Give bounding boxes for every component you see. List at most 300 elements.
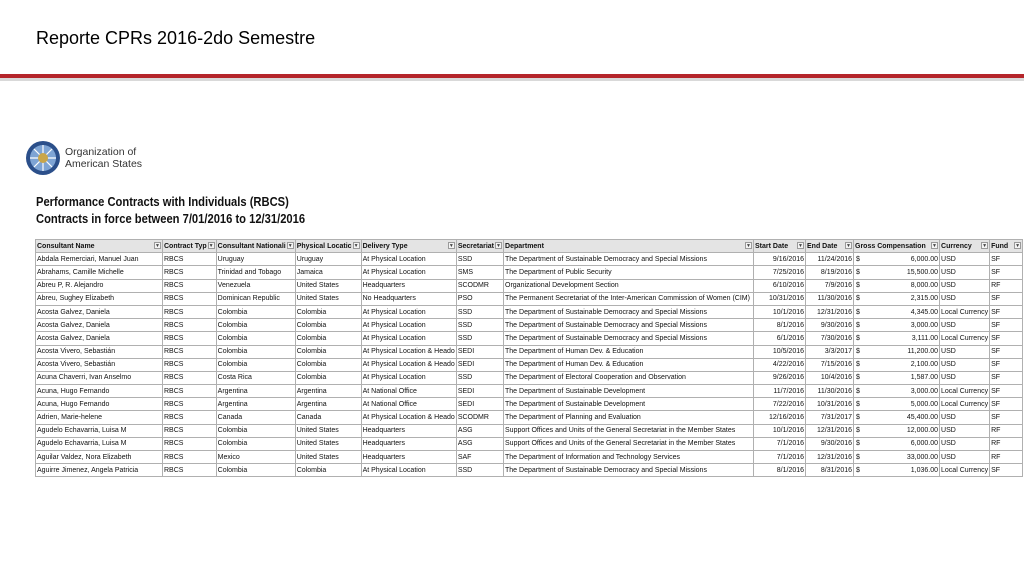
column-header-label: Contract Typ (164, 242, 207, 250)
table-cell: SAF (456, 451, 503, 464)
compensation-value: 2,100.00 (910, 361, 939, 369)
table-cell: At Physical Location (361, 371, 456, 384)
table-cell: 12/31/2016 (806, 424, 854, 437)
table-cell: 7/31/2017 (806, 411, 854, 424)
table-cell: SF (990, 319, 1023, 332)
table-cell: RBCS (163, 398, 217, 411)
table-cell: SEDI (456, 398, 503, 411)
table-cell: Local Currency (940, 398, 990, 411)
compensation-value: 15,500.00 (906, 268, 939, 276)
table-cell: SF (990, 305, 1023, 318)
currency-symbol: $ (856, 308, 860, 316)
compensation-value: 11,200.00 (907, 348, 939, 356)
table-cell: SSD (456, 253, 503, 266)
table-cell: 6/1/2016 (754, 332, 806, 345)
table-cell: Local Currency (940, 305, 990, 318)
table-cell: At National Office (361, 398, 456, 411)
table-cell (854, 371, 940, 384)
table-cell: The Department of Sustainable Democracy and Special Missions (504, 332, 754, 345)
table-cell (854, 437, 940, 450)
column-header-label: Fund (991, 242, 1009, 250)
compensation-value: 4,345.00 (910, 308, 939, 316)
table-row (36, 332, 1023, 345)
table-cell: 7/1/2016 (754, 437, 806, 450)
table-cell: 3/3/2017 (806, 345, 854, 358)
table-cell: At Physical Location (361, 266, 456, 279)
compensation-value: 3,000.00 (910, 321, 939, 329)
table-row (36, 398, 1023, 411)
currency-symbol: $ (856, 427, 860, 435)
table-cell: Colombia (295, 358, 361, 371)
column-header-label: End Date (807, 242, 838, 250)
currency-symbol: $ (856, 453, 860, 461)
heading-line-2: Contracts in force between 7/01/2016 to 12/31/2016 (36, 211, 306, 226)
table-cell: RBCS (163, 266, 217, 279)
table-cell: Aguilar Valdez, Nora Elizabeth (36, 451, 163, 464)
table-cell (854, 398, 940, 411)
table-cell: United States (295, 424, 361, 437)
currency-symbol: $ (856, 282, 860, 290)
column-header[interactable] (990, 240, 1023, 253)
compensation-value: 6,000.00 (910, 255, 939, 263)
table-cell: At National Office (361, 385, 456, 398)
table-cell: Colombia (216, 319, 295, 332)
table-cell: RF (990, 437, 1023, 450)
table-cell: Acuna Chaverri, Ivan Anselmo (36, 371, 163, 384)
table-cell: 11/30/2016 (806, 292, 854, 305)
table-cell: The Department of Sustainable Democracy and Special Missions (504, 464, 754, 477)
table-cell (854, 345, 940, 358)
page-title: Reporte CPRs 2016-2do Semestre (36, 28, 316, 48)
table-cell: United States (295, 279, 361, 292)
table-row (36, 371, 1023, 384)
table-cell: RBCS (163, 253, 217, 266)
table-cell: The Department of Human Dev. & Education (504, 345, 754, 358)
compensation-value: 3,000.00 (910, 387, 939, 395)
compensation-value: 6,000.00 (910, 440, 939, 448)
table-cell: SMS (456, 266, 503, 279)
column-header-label: Consultant Nationali (217, 242, 286, 250)
table-cell: Mexico (216, 451, 295, 464)
table-cell (854, 305, 940, 318)
table-row (36, 464, 1023, 477)
table-row (36, 424, 1023, 437)
table-cell: The Department of Human Dev. & Education (504, 358, 754, 371)
column-header[interactable] (216, 240, 295, 253)
table-cell: The Department of Sustainable Democracy and Special Missions (504, 319, 754, 332)
table-cell: Aguirre Jimenez, Angela Patricia (36, 464, 163, 477)
column-header[interactable] (806, 240, 854, 253)
table-row (36, 292, 1023, 305)
table-cell: At Physical Location & Heado (361, 358, 456, 371)
table-cell: At Physical Location (361, 253, 456, 266)
table-cell: 7/22/2016 (754, 398, 806, 411)
filter-dropdown-icon[interactable]: ▼ (1015, 243, 1021, 249)
table-cell: RBCS (163, 345, 217, 358)
table-cell: 6/10/2016 (754, 279, 806, 292)
compensation-value: 12,000.00 (906, 427, 939, 435)
table-cell: 8/31/2016 (806, 464, 854, 477)
table-cell: 7/15/2016 (806, 358, 854, 371)
table-cell: 8/19/2016 (806, 266, 854, 279)
table-cell: Agudelo Echavarria, Luisa M (36, 437, 163, 450)
table-cell: Colombia (216, 345, 295, 358)
table-cell: The Department of Sustainable Development (504, 398, 754, 411)
table-cell: Local Currency (940, 464, 990, 477)
table-cell: SF (990, 266, 1023, 279)
filter-dropdown-icon[interactable]: ▼ (846, 243, 851, 249)
filter-dropdown-icon[interactable]: ▼ (353, 243, 359, 249)
table-cell: USD (940, 451, 990, 464)
table-cell: RF (990, 424, 1023, 437)
table-row (36, 305, 1023, 318)
table-cell (854, 332, 940, 345)
table-row (36, 266, 1023, 279)
table-cell: United States (295, 292, 361, 305)
table-cell: Colombia (216, 464, 295, 477)
table-cell: At Physical Location & Heado (361, 411, 456, 424)
column-header[interactable] (456, 240, 503, 253)
table-cell (854, 358, 940, 371)
column-header[interactable] (854, 240, 940, 253)
column-header-label: Department (505, 242, 544, 250)
table-cell: Colombia (295, 464, 361, 477)
currency-symbol: $ (856, 387, 860, 395)
table-cell: USD (940, 279, 990, 292)
table-row (36, 358, 1023, 371)
table-cell: Colombia (216, 424, 295, 437)
table-cell: 9/16/2016 (754, 253, 806, 266)
filter-dropdown-icon[interactable]: ▼ (746, 243, 751, 249)
table-cell: Uruguay (216, 253, 295, 266)
table-cell: RBCS (163, 319, 217, 332)
table-cell: RBCS (163, 279, 217, 292)
table-cell: SEDI (456, 345, 503, 358)
currency-symbol: $ (856, 295, 860, 303)
table-cell: RBCS (163, 332, 217, 345)
table-header-row (36, 240, 1023, 253)
table-cell (854, 292, 940, 305)
table-row (36, 319, 1023, 332)
table-cell: Abreu P, R. Alejandro (36, 279, 163, 292)
table-cell (854, 411, 940, 424)
table-cell: SSD (456, 371, 503, 384)
currency-symbol: $ (856, 268, 860, 276)
column-header[interactable] (504, 240, 754, 253)
table-cell: At Physical Location (361, 332, 456, 345)
table-cell: SF (990, 345, 1023, 358)
table-cell: 7/1/2016 (754, 451, 806, 464)
table-cell: SSD (456, 464, 503, 477)
table-cell: Acosta Galvez, Daniela (36, 305, 163, 318)
table-cell: At Physical Location & Heado (361, 345, 456, 358)
table-cell: SF (990, 292, 1023, 305)
table-cell: 4/22/2016 (754, 358, 806, 371)
table-cell: USD (940, 411, 990, 424)
table-cell: 7/30/2016 (806, 332, 854, 345)
table-cell: SF (990, 464, 1023, 477)
table-cell: At Physical Location (361, 305, 456, 318)
table-cell: Colombia (216, 437, 295, 450)
table-cell (854, 424, 940, 437)
title-rule-shadow (0, 78, 1024, 81)
column-header[interactable] (163, 240, 217, 253)
compensation-value: 8,000.00 (910, 282, 939, 290)
table-cell: Acosta Vivero, Sebastián (36, 358, 163, 371)
table-cell: The Department of Planning and Evaluation (504, 411, 754, 424)
table-cell: RF (990, 451, 1023, 464)
column-header-label: Gross Compensation (855, 242, 926, 250)
column-header-label: Physical Locatic (296, 242, 352, 250)
currency-symbol: $ (856, 374, 860, 382)
currency-symbol: $ (856, 400, 860, 408)
table-cell (854, 451, 940, 464)
table-cell: RBCS (163, 305, 217, 318)
table-cell: At Physical Location (361, 464, 456, 477)
table-cell (854, 266, 940, 279)
table-cell: Acosta Vivero, Sebastián (36, 345, 163, 358)
table-cell: USD (940, 319, 990, 332)
table-cell: USD (940, 371, 990, 384)
table-cell: RBCS (163, 292, 217, 305)
table-cell: ASG (456, 424, 503, 437)
table-cell: The Permanent Secretariat of the Inter-American Commission of Women (CIM) (504, 292, 754, 305)
table-cell: 7/9/2016 (806, 279, 854, 292)
table-cell: Venezuela (216, 279, 295, 292)
currency-symbol: $ (856, 466, 860, 474)
table-cell: 8/1/2016 (754, 464, 806, 477)
column-header-label: Secretariat (457, 242, 495, 250)
table-cell: Colombia (295, 305, 361, 318)
table-cell: 7/25/2016 (754, 266, 806, 279)
table-row (36, 385, 1023, 398)
table-cell: Acosta Galvez, Daniela (36, 319, 163, 332)
table-cell: 9/30/2016 (806, 319, 854, 332)
column-header-label: Delivery Type (362, 242, 408, 250)
table-cell: Support Offices and Units of the General Secretariat in the Member States (504, 437, 754, 450)
table-cell: 10/1/2016 (754, 305, 806, 318)
table-row (36, 437, 1023, 450)
table-cell: United States (295, 451, 361, 464)
table-cell: The Department of Information and Technology Services (504, 451, 754, 464)
table-cell: SF (990, 398, 1023, 411)
table-cell: 8/1/2016 (754, 319, 806, 332)
table-cell: 11/24/2016 (806, 253, 854, 266)
table-cell: RBCS (163, 411, 217, 424)
compensation-value: 2,315.00 (910, 295, 939, 303)
currency-symbol: $ (856, 348, 860, 356)
table-cell: No Headquarters (361, 292, 456, 305)
table-cell: Colombia (295, 332, 361, 345)
table-cell: SF (990, 358, 1023, 371)
table-cell: RBCS (163, 437, 217, 450)
table-cell: 9/26/2016 (754, 371, 806, 384)
filter-dropdown-icon[interactable]: ▼ (932, 243, 937, 249)
table-cell: SEDI (456, 385, 503, 398)
table-cell: Acuna, Hugo Fernando (36, 385, 163, 398)
table-cell: Uruguay (295, 253, 361, 266)
compensation-value: 45,400.00 (906, 414, 939, 422)
table-cell: 12/16/2016 (754, 411, 806, 424)
table-cell: Colombia (295, 371, 361, 384)
table-cell: 10/4/2016 (806, 371, 854, 384)
column-header[interactable] (754, 240, 806, 253)
table-cell: USD (940, 266, 990, 279)
table-cell: Headquarters (361, 424, 456, 437)
table-cell: Acuna, Hugo Fernando (36, 398, 163, 411)
table-cell: SSD (456, 319, 503, 332)
column-header-label: Start Date (755, 242, 789, 250)
table-cell: 12/31/2016 (806, 451, 854, 464)
table-cell: SSD (456, 332, 503, 345)
oas-seal-icon (25, 140, 61, 176)
oas-logo (25, 138, 149, 178)
currency-symbol: $ (856, 321, 860, 329)
table-cell: Argentina (295, 398, 361, 411)
table-cell: Canada (295, 411, 361, 424)
table-cell: Support Offices and Units of the General Secretariat in the Member States (504, 424, 754, 437)
filter-dropdown-icon[interactable]: ▼ (208, 243, 214, 249)
table-cell: The Department of Public Security (504, 266, 754, 279)
table-cell: Adrien, Marie-helene (36, 411, 163, 424)
table-cell: ASG (456, 437, 503, 450)
table-row (36, 345, 1023, 358)
compensation-value: 5,000.00 (910, 400, 939, 408)
compensation-value: 33,000.00 (906, 453, 939, 461)
column-header-label: Currency (941, 242, 972, 250)
table-cell: The Department of Sustainable Democracy and Special Missions (504, 305, 754, 318)
table-row (36, 411, 1023, 424)
table-cell: USD (940, 292, 990, 305)
table-cell: Organizational Development Section (504, 279, 754, 292)
table-cell: 11/7/2016 (754, 385, 806, 398)
contracts-table (35, 239, 1023, 477)
currency-symbol: $ (856, 334, 860, 342)
table-row (36, 253, 1023, 266)
table-cell: Canada (216, 411, 295, 424)
table-cell: RBCS (163, 464, 217, 477)
table-cell: Argentina (216, 385, 295, 398)
table-cell: Headquarters (361, 437, 456, 450)
oas-logo-text (65, 146, 142, 171)
table-cell: RBCS (163, 424, 217, 437)
filter-dropdown-icon[interactable]: ▼ (496, 243, 501, 249)
table-cell: Colombia (216, 358, 295, 371)
currency-symbol: $ (856, 255, 860, 263)
logo-line-1: Organization of (65, 145, 137, 158)
filter-dropdown-icon[interactable]: ▼ (448, 243, 454, 249)
table-cell: SEDI (456, 358, 503, 371)
table-cell: 10/31/2016 (806, 398, 854, 411)
table-cell: RBCS (163, 358, 217, 371)
filter-dropdown-icon[interactable]: ▼ (982, 243, 988, 249)
report-heading (36, 193, 305, 227)
table-cell: The Department of Electoral Cooperation and Observation (504, 371, 754, 384)
table-cell: 10/1/2016 (754, 424, 806, 437)
table-cell: RF (990, 279, 1023, 292)
filter-dropdown-icon[interactable]: ▼ (155, 243, 160, 249)
table-cell: RBCS (163, 451, 217, 464)
column-header[interactable] (36, 240, 163, 253)
table-cell: USD (940, 345, 990, 358)
table-row (36, 451, 1023, 464)
table-cell: Jamaica (295, 266, 361, 279)
table-cell: SCODMR (456, 411, 503, 424)
table-cell: USD (940, 437, 990, 450)
table-cell: SCODMR (456, 279, 503, 292)
table-cell: Trinidad and Tobago (216, 266, 295, 279)
table-cell: Local Currency (940, 332, 990, 345)
currency-symbol: $ (856, 361, 860, 369)
table-cell: USD (940, 358, 990, 371)
table-cell: Agudelo Echavarria, Luisa M (36, 424, 163, 437)
table-cell: Argentina (295, 385, 361, 398)
table-cell (854, 319, 940, 332)
table-cell: Acosta Galvez, Daniela (36, 332, 163, 345)
table-cell: RBCS (163, 371, 217, 384)
currency-symbol: $ (856, 414, 860, 422)
column-header[interactable] (295, 240, 361, 253)
filter-dropdown-icon[interactable]: ▼ (798, 243, 803, 249)
table-cell: SF (990, 385, 1023, 398)
table-cell: 12/31/2016 (806, 305, 854, 318)
table-cell: RBCS (163, 385, 217, 398)
column-header[interactable] (361, 240, 456, 253)
compensation-value: 3,111.00 (911, 334, 939, 342)
table-cell: Abrahams, Camille Michelle (36, 266, 163, 279)
table-cell: Headquarters (361, 279, 456, 292)
table-cell: Colombia (295, 319, 361, 332)
logo-line-2: American States (65, 158, 143, 170)
table-cell: Colombia (216, 305, 295, 318)
table-cell (854, 279, 940, 292)
table-cell: SF (990, 371, 1023, 384)
table-cell: 11/30/2016 (806, 385, 854, 398)
table-cell: Local Currency (940, 385, 990, 398)
table-cell (854, 464, 940, 477)
column-header-label: Consultant Name (37, 242, 95, 250)
table-cell: 10/31/2016 (754, 292, 806, 305)
table-cell: SF (990, 253, 1023, 266)
table-cell: Abdala Remerciari, Manuel Juan (36, 253, 163, 266)
heading-line-1: Performance Contracts with Individuals (RBCS) (36, 194, 289, 209)
table-body (36, 253, 1023, 477)
table-cell: Argentina (216, 398, 295, 411)
table-cell: Abreu, Sughey Elizabeth (36, 292, 163, 305)
column-header[interactable] (940, 240, 990, 253)
table-cell: SF (990, 332, 1023, 345)
table-cell: Costa Rica (216, 371, 295, 384)
table-cell: 10/5/2016 (754, 345, 806, 358)
table-cell: United States (295, 437, 361, 450)
table-cell: At Physical Location (361, 319, 456, 332)
table-cell: Colombia (216, 332, 295, 345)
compensation-value: 1,036.00 (910, 466, 939, 474)
table-cell: Dominican Republic (216, 292, 295, 305)
table-cell: USD (940, 424, 990, 437)
table-cell: Colombia (295, 345, 361, 358)
table-cell: PSO (456, 292, 503, 305)
filter-dropdown-icon[interactable]: ▼ (287, 243, 293, 249)
table-row (36, 279, 1023, 292)
table-cell: Headquarters (361, 451, 456, 464)
table-cell: SF (990, 411, 1023, 424)
table-cell: The Department of Sustainable Development (504, 385, 754, 398)
table-cell: USD (940, 253, 990, 266)
table-cell (854, 253, 940, 266)
currency-symbol: $ (856, 440, 860, 448)
table-cell: The Department of Sustainable Democracy and Special Missions (504, 253, 754, 266)
